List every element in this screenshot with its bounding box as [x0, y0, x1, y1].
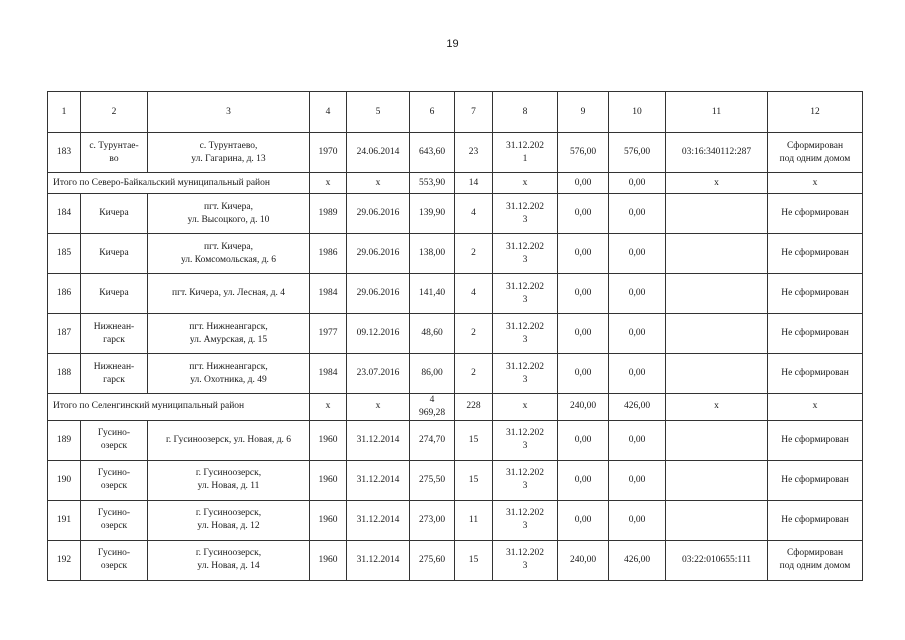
table-cell	[310, 540, 347, 580]
table-cell	[410, 500, 455, 540]
cell-text: Не сформирован	[781, 434, 849, 445]
cell-text: Кичера	[99, 288, 129, 299]
table-cell	[609, 133, 666, 173]
table-cell	[310, 274, 347, 314]
cell-text: 29.06.2016	[356, 208, 400, 219]
table-cell	[148, 194, 310, 234]
cell-text: г. Гусиноозерск, ул. Новая, д. 12	[195, 508, 262, 532]
table-cell	[48, 274, 81, 314]
table-cell	[558, 420, 609, 460]
table-cell	[455, 500, 493, 540]
cell-text: 0,00	[574, 328, 592, 339]
cell-text: 228	[466, 401, 481, 412]
header-cell-5: 5	[347, 92, 410, 133]
table-cell	[81, 314, 148, 354]
cell-text: 0,00	[574, 474, 592, 485]
table-cell	[666, 133, 768, 173]
cell-text: 0,00	[628, 368, 646, 379]
table-cell	[768, 234, 863, 274]
cell-text: 4	[471, 208, 476, 219]
cell-text: 31.12.202 3	[506, 508, 544, 532]
table-cell	[666, 194, 768, 234]
cell-text: 190	[56, 474, 72, 485]
table-cell	[347, 173, 410, 194]
cell-text: х	[812, 401, 818, 412]
header-cell-3: 3	[148, 92, 310, 133]
cell-text: 0,00	[574, 288, 592, 299]
table-cell	[48, 420, 81, 460]
cell-text: 0,00	[628, 514, 646, 525]
cell-text: 31.12.202 3	[506, 428, 544, 452]
cell-text: х	[325, 401, 331, 412]
table-cell	[493, 354, 558, 394]
table-cell	[609, 314, 666, 354]
cell-text: г. Гусиноозерск, ул. Новая, д. 14	[195, 548, 262, 572]
cell-text: 275,50	[418, 474, 446, 485]
cell-text: 576,00	[623, 147, 651, 158]
table-cell	[609, 420, 666, 460]
cell-text: Гусино- озерск	[97, 428, 131, 452]
cell-text: Нижнеан- гарск	[93, 361, 135, 385]
cell-text: х	[812, 177, 818, 188]
cell-text: Не сформирован	[781, 328, 849, 339]
cell-text: 4	[471, 288, 476, 299]
cell-text: 1960	[318, 434, 338, 445]
table-cell	[148, 274, 310, 314]
table-cell	[81, 354, 148, 394]
cell-text: 31.12.202 3	[506, 361, 544, 385]
cell-text: Гусино- озерск	[97, 508, 131, 532]
table-cell	[666, 500, 768, 540]
table-row	[48, 314, 863, 354]
table-cell	[310, 500, 347, 540]
cell-text: Гусино- озерск	[97, 548, 131, 572]
table-cell	[410, 460, 455, 500]
table-cell	[666, 540, 768, 580]
cell-text: 0,00	[628, 434, 646, 445]
cell-text: 31.12.2014	[356, 554, 400, 565]
table-cell	[558, 394, 609, 421]
table-cell	[310, 234, 347, 274]
cell-text: 191	[56, 514, 72, 525]
table-cell	[148, 460, 310, 500]
cell-text: Нижнеан- гарск	[93, 321, 135, 345]
cell-text: г. Гусиноозерск, ул. Новая, д. 11	[195, 468, 262, 492]
table-cell	[609, 173, 666, 194]
table-cell	[768, 354, 863, 394]
cell-text: 03:22:010655:111	[682, 554, 751, 565]
cell-text: 139,90	[418, 208, 446, 219]
cell-text: Сформирован под одним домом	[779, 140, 851, 164]
cell-text: 11	[468, 514, 479, 525]
cell-text: 275,60	[418, 554, 446, 565]
cell-text: 15	[468, 474, 479, 485]
table-cell	[666, 234, 768, 274]
table-cell	[609, 354, 666, 394]
table-cell	[493, 274, 558, 314]
cell-text: Кичера	[99, 248, 129, 259]
table-cell	[148, 420, 310, 460]
header-cell-1: 1	[48, 92, 81, 133]
cell-text: 29.06.2016	[356, 248, 400, 259]
cell-text: 274,70	[418, 434, 446, 445]
cell-text: Не сформирован	[781, 208, 849, 219]
cell-text: 240,00	[569, 401, 597, 412]
housing-registry-table	[47, 91, 863, 581]
cell-text: 0,00	[628, 288, 646, 299]
cell-text: 09.12.2016	[356, 328, 400, 339]
cell-text: 31.12.2014	[356, 434, 400, 445]
cell-text: 273,00	[418, 514, 446, 525]
table-cell	[768, 420, 863, 460]
header-cell-4: 4	[310, 92, 347, 133]
cell-text: Не сформирован	[781, 288, 849, 299]
cell-text: Не сформирован	[781, 474, 849, 485]
table-row	[48, 234, 863, 274]
table-cell	[48, 540, 81, 580]
cell-text: Кичера	[99, 208, 129, 219]
table-cell	[48, 460, 81, 500]
cell-text: 31.12.202 3	[506, 281, 544, 305]
table-cell	[81, 274, 148, 314]
table-cell	[768, 194, 863, 234]
cell-text: пгт. Кичера, ул. Лесная, д. 4	[172, 288, 285, 299]
table-row	[48, 420, 863, 460]
table-cell	[609, 194, 666, 234]
header-row	[48, 92, 863, 133]
table-cell	[81, 234, 148, 274]
table-cell	[48, 194, 81, 234]
table-row	[48, 274, 863, 314]
cell-text: 576,00	[569, 147, 597, 158]
table-cell	[455, 420, 493, 460]
cell-text: Не сформирован	[781, 368, 849, 379]
table-cell	[347, 194, 410, 234]
table-cell	[558, 460, 609, 500]
table-cell	[310, 194, 347, 234]
table-cell	[148, 500, 310, 540]
cell-text: х	[522, 177, 528, 188]
table-cell	[347, 394, 410, 421]
table-cell	[558, 133, 609, 173]
cell-text: 03:16:340112:287	[681, 147, 752, 158]
table-cell	[493, 314, 558, 354]
table-cell	[410, 394, 455, 421]
cell-text: 192	[56, 554, 72, 565]
table-cell	[148, 540, 310, 580]
cell-text: 2	[471, 248, 476, 259]
table-cell	[455, 460, 493, 500]
cell-text: с. Турунтаево, ул. Гагарина, д. 13	[191, 140, 266, 164]
cell-text: 186	[56, 288, 72, 299]
cell-text: 185	[56, 248, 72, 259]
header-cell-12: 12	[768, 92, 863, 133]
table-cell	[310, 173, 347, 194]
table-cell	[455, 173, 493, 194]
table-cell	[768, 500, 863, 540]
table-cell	[455, 540, 493, 580]
cell-text: 0,00	[628, 328, 646, 339]
header-cell-8: 8	[493, 92, 558, 133]
table-cell	[148, 234, 310, 274]
table-cell	[768, 460, 863, 500]
cell-text: 31.12.202 3	[506, 201, 544, 225]
table-cell	[310, 354, 347, 394]
cell-text: 4 969,28	[418, 395, 446, 418]
page-number: 19	[446, 38, 459, 50]
table-cell	[455, 274, 493, 314]
table-cell	[768, 274, 863, 314]
table-row	[48, 500, 863, 540]
cell-text: пгт. Кичера, ул. Высоцкого, д. 10	[187, 201, 270, 225]
cell-text: 426,00	[623, 401, 651, 412]
cell-text: х	[375, 401, 381, 412]
cell-text: 0,00	[628, 177, 646, 188]
table-cell	[347, 314, 410, 354]
cell-text: 1984	[318, 368, 338, 379]
table-cell	[410, 194, 455, 234]
table-cell	[666, 420, 768, 460]
cell-text: г. Гусиноозерск, ул. Новая, д. 6	[165, 434, 292, 445]
cell-text: 0,00	[574, 248, 592, 259]
header-cell-2: 2	[81, 92, 148, 133]
table-cell	[455, 394, 493, 421]
table-cell	[609, 394, 666, 421]
table-body	[48, 92, 863, 581]
table-cell	[410, 540, 455, 580]
table-cell	[493, 540, 558, 580]
cell-text: 187	[56, 328, 72, 339]
table-cell	[558, 354, 609, 394]
table-cell	[493, 420, 558, 460]
table-cell	[347, 460, 410, 500]
table-cell	[493, 173, 558, 194]
table-cell	[666, 394, 768, 421]
table-cell	[148, 133, 310, 173]
cell-text: 23	[468, 147, 479, 158]
cell-text: х	[714, 177, 719, 188]
table-cell	[609, 500, 666, 540]
table-cell	[81, 540, 148, 580]
table-cell	[310, 314, 347, 354]
table-cell	[493, 234, 558, 274]
table-cell	[347, 420, 410, 460]
table-cell	[347, 133, 410, 173]
cell-text: 31.12.202 3	[506, 548, 544, 572]
subtotal-label: Итого по Северо-Байкальский муниципальный район	[48, 173, 310, 194]
cell-text: 1977	[318, 328, 338, 339]
table-cell	[558, 500, 609, 540]
header-cell-7: 7	[455, 92, 493, 133]
table-cell	[455, 133, 493, 173]
table-cell	[81, 500, 148, 540]
table-cell	[666, 354, 768, 394]
table-row	[48, 460, 863, 500]
table-cell	[768, 173, 863, 194]
table-cell	[666, 274, 768, 314]
table-cell	[455, 314, 493, 354]
cell-text: 1986	[318, 248, 338, 259]
table-cell	[609, 274, 666, 314]
cell-text: 24.06.2014	[356, 147, 400, 158]
cell-text: с. Турунтае- во	[89, 140, 139, 164]
table-cell	[768, 540, 863, 580]
table-cell	[347, 540, 410, 580]
cell-text: пгт. Нижнеангарск, ул. Амурская, д. 15	[189, 321, 268, 345]
table-cell	[310, 394, 347, 421]
table-cell	[609, 460, 666, 500]
table-cell	[48, 234, 81, 274]
cell-text: 0,00	[574, 177, 592, 188]
cell-text: 31.12.2014	[356, 474, 400, 485]
cell-text: 31.12.202 3	[506, 468, 544, 492]
cell-text: 31.12.202 3	[506, 321, 544, 345]
cell-text: 1970	[318, 147, 338, 158]
table-cell	[410, 354, 455, 394]
cell-text: 2	[471, 368, 476, 379]
cell-text: 0,00	[574, 208, 592, 219]
table-cell	[410, 133, 455, 173]
cell-text: х	[375, 177, 381, 188]
cell-text: 240,00	[569, 554, 597, 565]
table-cell	[347, 234, 410, 274]
header-cell-9: 9	[558, 92, 609, 133]
table-cell	[310, 133, 347, 173]
table-cell	[493, 500, 558, 540]
cell-text: 0,00	[628, 248, 646, 259]
cell-text: 0,00	[574, 368, 592, 379]
table-cell	[410, 173, 455, 194]
table-cell	[81, 460, 148, 500]
cell-text: 15	[468, 434, 479, 445]
table-cell	[347, 354, 410, 394]
header-cell-6: 6	[410, 92, 455, 133]
table-cell	[410, 314, 455, 354]
subtotal-label: Итого по Селенгинский муниципальный район	[48, 394, 310, 421]
table-cell	[768, 133, 863, 173]
table-cell	[493, 133, 558, 173]
table-cell	[347, 274, 410, 314]
table-cell	[48, 314, 81, 354]
table-row	[48, 354, 863, 394]
table-cell	[455, 354, 493, 394]
cell-text: 23.07.2016	[356, 368, 400, 379]
table-cell	[310, 420, 347, 460]
table-cell	[347, 500, 410, 540]
cell-text: Не сформирован	[781, 248, 849, 259]
cell-text: 188	[56, 368, 72, 379]
table-cell	[558, 274, 609, 314]
table-cell	[48, 500, 81, 540]
table-cell	[310, 460, 347, 500]
table-cell	[410, 234, 455, 274]
cell-text: Гусино- озерск	[97, 468, 131, 492]
table-cell	[558, 234, 609, 274]
cell-text: 1989	[318, 208, 338, 219]
cell-text: 0,00	[574, 514, 592, 525]
table-cell	[493, 194, 558, 234]
subtotal-row	[48, 173, 863, 194]
table-row	[48, 194, 863, 234]
cell-text: 138,00	[418, 248, 446, 259]
table-cell	[48, 133, 81, 173]
cell-text: 29.06.2016	[356, 288, 400, 299]
table-cell	[148, 354, 310, 394]
table-cell	[455, 234, 493, 274]
cell-text: 15	[468, 554, 479, 565]
cell-text: 553,90	[418, 177, 446, 188]
cell-text: 643,60	[418, 147, 446, 158]
table-cell	[48, 354, 81, 394]
table-cell	[81, 194, 148, 234]
cell-text: 0,00	[628, 474, 646, 485]
cell-text: 426,00	[623, 554, 651, 565]
cell-text: х	[325, 177, 331, 188]
cell-text: 31.12.202 1	[506, 140, 544, 164]
cell-text: 2	[471, 328, 476, 339]
cell-text: 141,40	[418, 288, 446, 299]
cell-text: 31.12.202 3	[506, 241, 544, 265]
cell-text: 0,00	[574, 434, 592, 445]
cell-text: Не сформирован	[781, 514, 849, 525]
cell-text: пгт. Нижнеангарск, ул. Охотника, д. 49	[189, 361, 268, 385]
table-cell	[558, 540, 609, 580]
table-cell	[410, 420, 455, 460]
cell-text: 189	[56, 434, 72, 445]
cell-text: 184	[56, 208, 72, 219]
table-cell	[493, 394, 558, 421]
table-cell	[81, 133, 148, 173]
header-cell-10: 10	[609, 92, 666, 133]
cell-text: 1960	[318, 474, 338, 485]
table-row	[48, 133, 863, 173]
cell-text: 1984	[318, 288, 338, 299]
cell-text: 1960	[318, 514, 338, 525]
header-cell-11: 11	[666, 92, 768, 133]
table-cell	[558, 194, 609, 234]
table-cell	[768, 394, 863, 421]
table-cell	[455, 194, 493, 234]
table-cell	[609, 540, 666, 580]
table-row	[48, 540, 863, 580]
cell-text: пгт. Кичера, ул. Комсомольская, д. 6	[180, 241, 277, 265]
table-cell	[81, 420, 148, 460]
cell-text: 14	[468, 177, 479, 188]
cell-text: х	[714, 401, 719, 412]
table-cell	[768, 314, 863, 354]
subtotal-row	[48, 394, 863, 421]
table-cell	[558, 173, 609, 194]
cell-text: 86,00	[421, 368, 443, 379]
table-cell	[666, 314, 768, 354]
table-cell	[410, 274, 455, 314]
table-cell	[609, 234, 666, 274]
table-cell	[666, 460, 768, 500]
cell-text: 0,00	[628, 208, 646, 219]
cell-text: 48,60	[421, 328, 443, 339]
table-cell	[558, 314, 609, 354]
cell-text: Сформирован под одним домом	[779, 548, 851, 572]
table-cell	[148, 314, 310, 354]
cell-text: 1960	[318, 554, 338, 565]
table-cell	[666, 173, 768, 194]
cell-text: 31.12.2014	[356, 514, 400, 525]
table-cell	[493, 460, 558, 500]
cell-text: 183	[56, 147, 72, 158]
cell-text: х	[522, 401, 528, 412]
